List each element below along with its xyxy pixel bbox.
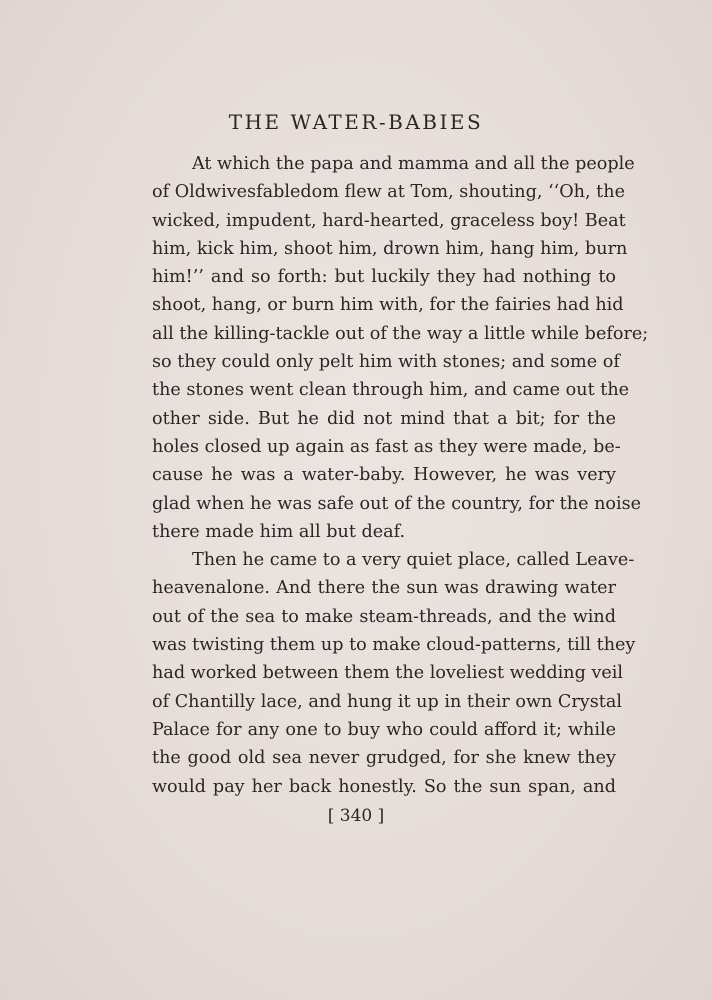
text-line: there made him all but deaf.	[152, 521, 406, 542]
text-line: cause he was a water-baby. However, he was very	[152, 465, 616, 486]
text-line: shoot, hang, or burn him with, for the fairies had hid	[152, 295, 624, 316]
text-line: all the killing-tackle out of the way a little while before;	[152, 323, 649, 344]
text-line: wicked, impudent, hard-hearted, graceless boy! Beat	[152, 210, 626, 231]
text-line: holes closed up again as fast as they were made, be-	[152, 436, 621, 457]
text-line: so they could only pelt him with stones; and some of	[152, 352, 620, 373]
text-line: would pay her back honestly. So the sun span, and	[152, 776, 616, 797]
page-number: [ 340 ]	[327, 806, 385, 826]
text-line: heavenalone. And there the sun was drawing water	[152, 578, 616, 599]
text-line: was twisting them up to make cloud-patterns, till they	[152, 635, 636, 656]
text-line: of Chantilly lace, and hung it up in their own Crystal	[152, 691, 622, 712]
text-line: Palace for any one to buy who could afford it; while	[152, 719, 616, 740]
text-line: had worked between them the loveliest wedding veil	[152, 663, 624, 684]
text-line: the good old sea never grudged, for she knew they	[152, 748, 616, 769]
text-line: Then he came to a very quiet place, called Leave-	[192, 550, 635, 571]
text-line: of Oldwivesfabledom flew at Tom, shouting, ‘‘Oh, the	[152, 182, 625, 203]
body-text	[152, 150, 649, 801]
text-line: him!’’ and so forth: but luckily they had nothing to	[152, 267, 616, 288]
running-head: THE WATER-BABIES	[228, 110, 484, 134]
text-line: other side. But he did not mind that a bit; for the	[152, 408, 616, 429]
text-line: At which the papa and mamma and all the people	[192, 154, 635, 174]
text-line: the stones went clean through him, and came out the	[152, 380, 630, 401]
text-line: out of the sea to make steam-threads, and the wind	[152, 606, 616, 627]
text-line: glad when he was safe out of the country, for the noise	[152, 493, 642, 514]
text-line: him, kick him, shoot him, drown him, hang him, burn	[152, 238, 628, 259]
